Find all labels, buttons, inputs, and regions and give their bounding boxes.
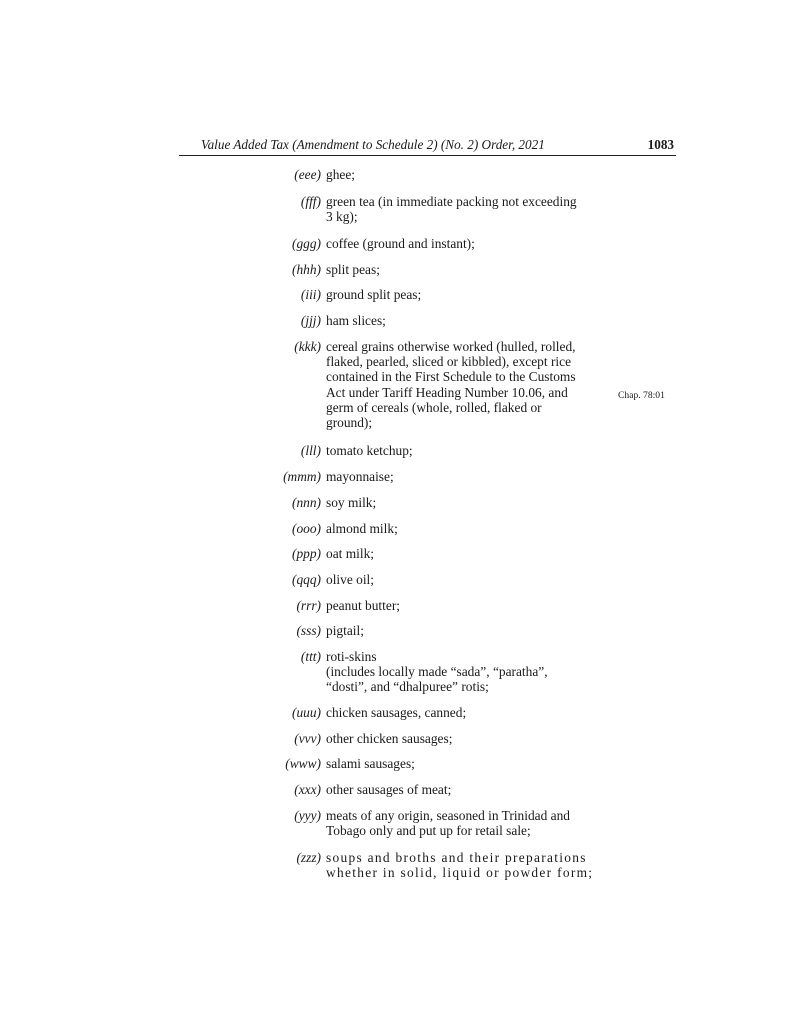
item-mark: (fff): [300, 194, 321, 209]
item-text: coffee (ground and instant);: [326, 236, 475, 251]
item-mark: (ggg): [291, 236, 321, 251]
item-mark: (www): [285, 756, 321, 771]
item-mark: (ttt): [300, 649, 321, 664]
item-mark: (hhh): [291, 262, 321, 277]
item-mark: (xxx): [294, 782, 321, 797]
item-mark: (nnn): [291, 495, 321, 510]
item-mark: (uuu): [291, 705, 321, 720]
item-mark: (iii): [300, 287, 321, 302]
item-text: ghee;: [326, 167, 355, 182]
item-text: peanut butter;: [326, 598, 400, 613]
item-text: ground split peas;: [326, 287, 422, 302]
item-text: meats of any origin, seasoned in Trinidad and Tobago only and put up for retail sale;: [326, 808, 570, 839]
item-mark: (ooo): [291, 521, 321, 536]
item-text: green tea (in immediate packing not exceeding 3 kg);: [326, 194, 577, 225]
item-text: olive oil;: [326, 572, 374, 587]
item-text: tomato ketchup;: [326, 443, 413, 458]
item-mark: (vvv): [294, 731, 321, 746]
item-text: other chicken sausages;: [326, 731, 453, 746]
item-text: split peas;: [326, 262, 380, 277]
item-mark: (kkk): [294, 339, 321, 354]
item-mark: (ppp): [291, 546, 321, 561]
item-text: soy milk;: [326, 495, 377, 510]
item-mark: (zzz): [296, 850, 321, 865]
item-text: roti-skins (includes locally made “sada”, “paratha”, “dosti”, and “dhalpuree” rotis;: [326, 649, 548, 695]
running-header: [179, 135, 676, 156]
item-text: chicken sausages, canned;: [326, 705, 467, 720]
page-number: 1083: [647, 137, 674, 152]
item-mark: (rrr): [296, 598, 321, 613]
item-mark: (lll): [300, 443, 321, 458]
item-mark: (mmm): [283, 469, 321, 484]
item-mark: (qqq): [291, 572, 321, 587]
item-mark: (jjj): [300, 313, 321, 328]
margin-note: Chap. 78:01: [618, 390, 665, 401]
item-text: other sausages of meat;: [326, 782, 452, 797]
item-mark: (yyy): [294, 808, 321, 823]
item-text: mayonnaise;: [326, 469, 394, 484]
item-text: ham slices;: [326, 313, 386, 328]
item-text: pigtail;: [326, 623, 364, 638]
item-text: oat milk;: [326, 546, 374, 561]
header-title: Value Added Tax (Amendment to Schedule 2) (No. 2) Order, 2021: [201, 137, 545, 152]
item-mark: (sss): [296, 623, 321, 638]
item-text: cereal grains otherwise worked (hulled, rolled, flaked, pearled, sliced or kibbled), except rice contained in the First Schedule to the Customs Act under Tariff Heading Number 10.06, and germ of cereals (whole, rolled, flaked or ground);: [326, 339, 576, 431]
item-text: soups and broths and their preparations whether in solid, liquid or powder form;: [326, 850, 594, 881]
item-text: salami sausages;: [326, 756, 415, 771]
item-mark: (eee): [294, 167, 321, 182]
item-text: almond milk;: [326, 521, 398, 536]
